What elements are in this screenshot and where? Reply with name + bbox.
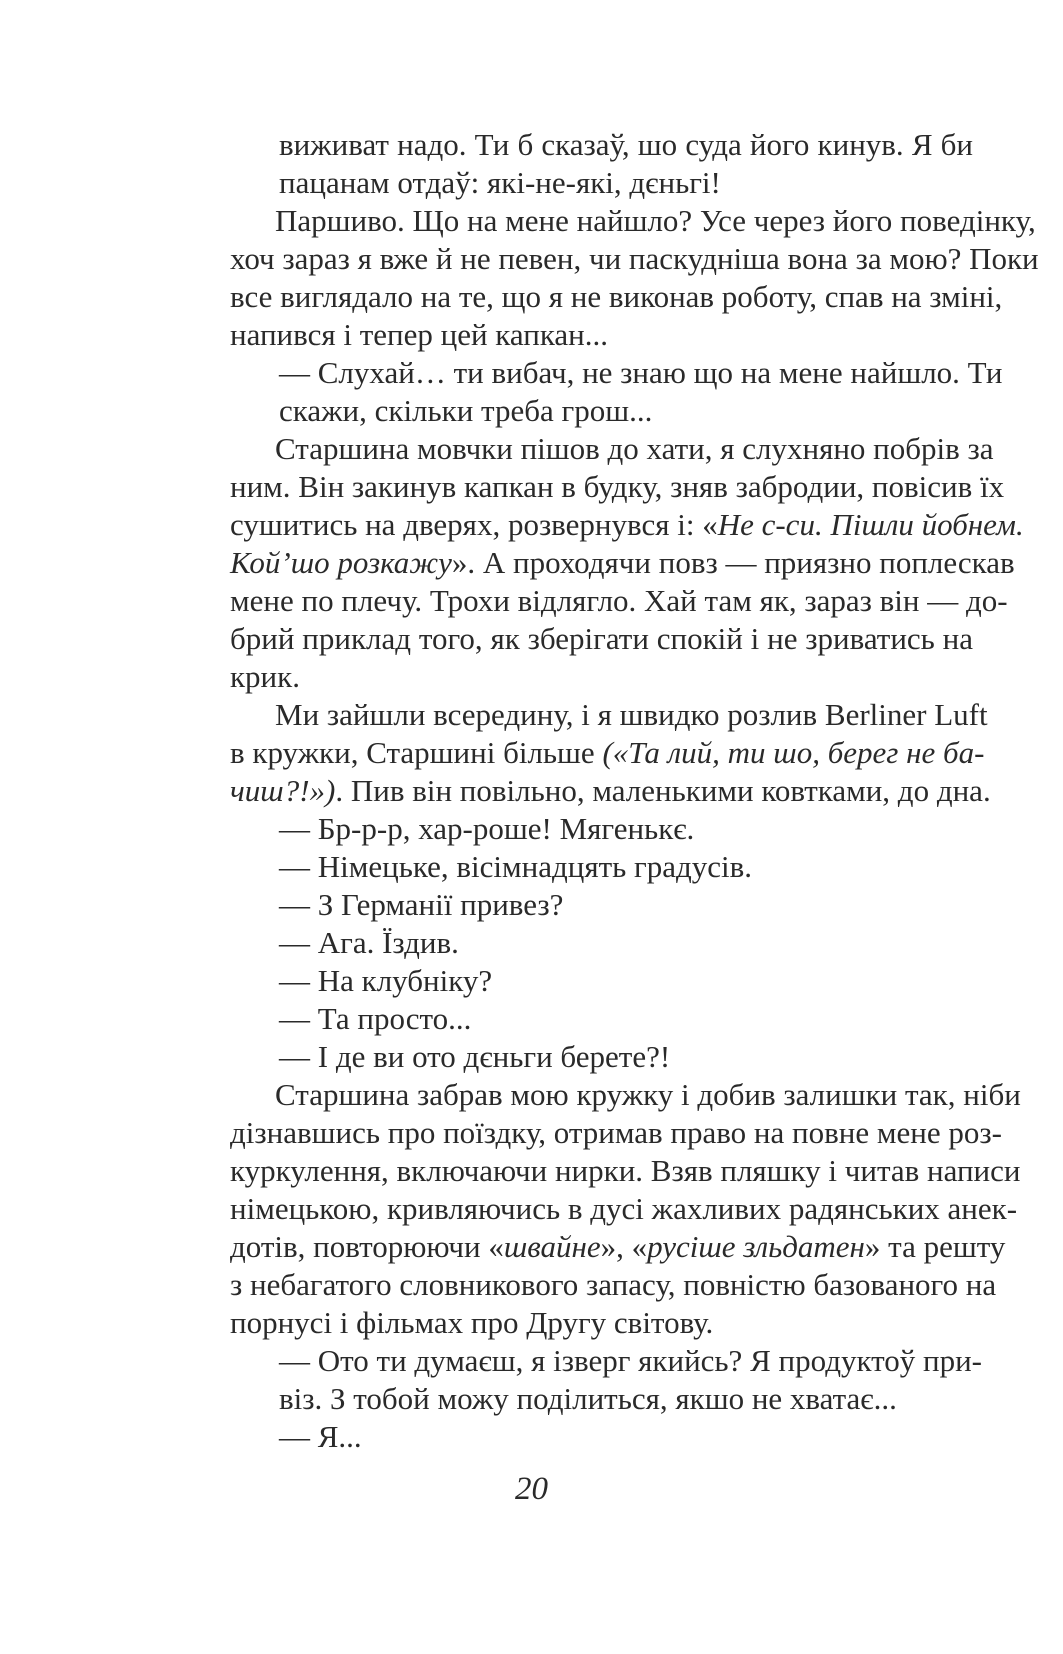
dialogue-line: — Та просто... — [279, 1001, 472, 1036]
italic-speech: Кой’шо розкажу — [230, 545, 452, 580]
text-line: все виглядало на те, що я не виконав роботу, спав на зміні, — [230, 279, 1003, 314]
dialogue-line: — Німецьке, вісімнадцять градусів. — [279, 849, 753, 884]
text-line: ним. Він закинув капкан в будку, зняв забродии, повісив їх — [230, 469, 1005, 504]
text-line: Старшина мовчки пішов до хати, я слухняно побрів за — [275, 431, 994, 466]
text-line: німецькою, кривляючись в дусі жахливих радянських анек- — [230, 1191, 1018, 1226]
dialogue-line: — І де ви ото дєньги берете?! — [279, 1039, 671, 1074]
text-line: куркулення, включаючи нирки. Взяв пляшку і читав написи — [230, 1153, 1021, 1188]
text-line: порнусі і фільмах про Другу світову. — [230, 1305, 714, 1340]
text-line: Старшина забрав мою кружку і добив залишки так, ніби — [275, 1077, 1021, 1112]
text-line: в кружки, Старшині більше («Та лий, ти шо, берег не ба- — [230, 735, 985, 770]
italic-speech: («Та лий, ти шо, берег не ба- — [602, 735, 985, 770]
text-line: з небагатого словникового запасу, повністю базованого на — [230, 1267, 997, 1302]
text-line: виживат надо. Ти б сказаў, шо суда його кинув. Я би — [279, 127, 973, 162]
text-line: дотів, повторюючи «швайне», «русіше зльдатен» та решту — [230, 1229, 1006, 1264]
text-line: Ми зайшли всередину, і я швидко розлив Berliner Luft — [275, 697, 988, 732]
italic-speech: Не с-си. Пішли йобнем. — [717, 507, 1024, 542]
italic-word: швайне — [503, 1229, 601, 1264]
italic-word: русіше зльдатен — [647, 1229, 865, 1264]
dialogue-line: — Я... — [279, 1419, 362, 1454]
dialogue-line: — З Германії привез? — [279, 887, 564, 922]
text-line: дізнавшись про поїздку, отримав право на повне мене роз- — [230, 1115, 1002, 1150]
dialogue-line: — Ага. Їздив. — [279, 925, 459, 960]
text-line: хоч зараз я вже й не певен, чи паскудніша вона за мою? Поки — [230, 241, 1039, 276]
dialogue-line: віз. З тобой можу поділиться, якшо не хватає... — [279, 1381, 897, 1416]
text-line: — Слухай… ти вибач, не знаю що на мене найшло. Ти — [279, 355, 1003, 390]
dialogue-line: — На клубніку? — [279, 963, 493, 998]
page-number: 20 — [515, 1471, 548, 1507]
dialogue-line: — Ото ти думаєш, я ізверг якийсь? Я продуктоў при- — [279, 1343, 983, 1378]
text-line: скажи, скільки треба грош... — [279, 393, 653, 428]
text-line: Кой’шо розкажу». А проходячи повз — приязно поплескав — [230, 545, 1015, 580]
text-line: Паршиво. Що на мене найшло? Усе через його поведінку, — [275, 203, 1036, 238]
text-line: брий приклад того, як зберігати спокій і не зриватись на — [230, 621, 973, 656]
text-line: чиш?!»). Пив він повільно, маленькими ковтками, до дна. — [230, 773, 991, 808]
text-line: пацанам отдаў: які-не-які, дєньгі! — [279, 165, 721, 200]
text-line: сушитись на дверях, розвернувся і: «Не с-си. Пішли йобнем. — [230, 507, 1024, 542]
text-line: мене по плечу. Трохи відлягло. Хай там як, зараз він — до- — [230, 583, 1008, 618]
text-line: крик. — [230, 659, 300, 694]
italic-speech: чиш?!») — [230, 773, 336, 808]
dialogue-line: — Бр-р-р, хар-роше! Мягенькє. — [279, 811, 695, 846]
text-line: напився і тепер цей капкан... — [230, 317, 609, 352]
